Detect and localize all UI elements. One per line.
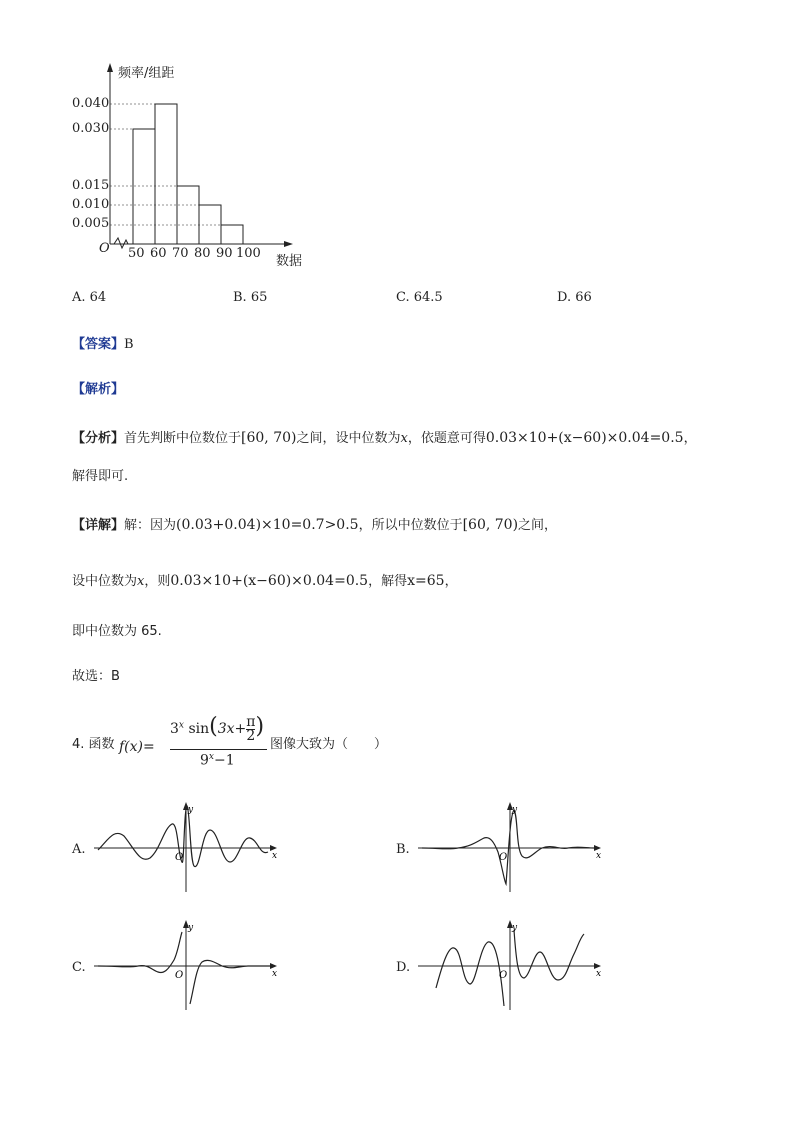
histogram-bar <box>221 225 243 244</box>
y-tick-label: 0.005 <box>72 216 110 231</box>
option-d[interactable]: D. 66 <box>557 290 592 305</box>
q4-pi: π <box>246 713 256 730</box>
xiangjie-text: ，解得 <box>368 574 408 589</box>
q4-option-a-label[interactable]: A. <box>72 842 86 857</box>
q4-suffix: 图像大致为（ ） <box>270 737 388 752</box>
fenxi-interval: [60, 70) <box>241 430 297 446</box>
x-tick-label: 60 <box>150 246 167 261</box>
q4-den-exp: x <box>208 752 214 762</box>
histogram-bar <box>155 104 177 244</box>
xiangjie-text: ，则 <box>144 574 171 589</box>
option-a[interactable]: A. 64 <box>72 290 107 305</box>
axis-y-label: y <box>188 805 194 815</box>
histogram-origin: O <box>99 241 110 256</box>
q4-number: 4. 函数 <box>72 737 115 752</box>
q4-fraction-bar <box>170 749 267 750</box>
option-b[interactable]: B. 65 <box>233 290 268 305</box>
option-c[interactable]: C. 64.5 <box>396 290 443 305</box>
fenxi-text: ， <box>683 431 697 446</box>
xiangjie-line-1 <box>72 514 557 533</box>
xiangjie-solution: x=65 <box>407 573 445 589</box>
answer-tag: 【答案】 <box>72 337 125 352</box>
x-tick-label: 80 <box>194 246 211 261</box>
xiangjie-var: x <box>137 574 145 589</box>
q4-graph-b[interactable] <box>418 800 608 895</box>
answer-line <box>72 333 134 352</box>
q4-arg: 3x+ <box>217 721 247 737</box>
fenxi-line-1 <box>72 427 697 446</box>
histogram-bar <box>199 205 221 244</box>
y-tick-label: 0.015 <box>72 178 110 193</box>
analysis-tag: 【解析】 <box>72 382 125 397</box>
xiangjie-text: 设中位数为 <box>72 574 138 589</box>
fenxi-text: 首先判断中位数位于 <box>124 431 242 446</box>
y-tick-label: 0.010 <box>72 197 110 212</box>
histogram-tick-dashes <box>110 104 221 225</box>
axis-x-label: x <box>272 969 278 979</box>
xiangjie-text: ，所以中位数位于 <box>358 518 463 533</box>
histogram-bars <box>133 104 243 244</box>
q4-num-3: 3 <box>170 721 179 737</box>
fenxi-line-2: 解得即可. <box>72 469 129 484</box>
y-tick-label: 0.030 <box>72 121 110 136</box>
q4-numerator: 3$^x$ sin(3x+ $\frac{\pi}{2}$ ) <box>170 713 265 744</box>
answer-text: B <box>124 337 134 352</box>
xiangjie-interval: [60, 70) <box>462 517 519 533</box>
histogram-axes <box>107 63 293 248</box>
axis-origin: O <box>175 970 184 981</box>
fenxi-text: 之间，设中位数为 <box>296 431 401 446</box>
x-tick-label: 70 <box>172 246 189 261</box>
q4-option-b-label[interactable]: B. <box>396 842 410 857</box>
axis-origin: O <box>499 852 508 863</box>
q4-graph-a[interactable] <box>94 800 284 895</box>
xiangjie-text: ， <box>444 574 458 589</box>
q4-denominator <box>200 752 235 769</box>
histogram-bar <box>177 186 199 244</box>
q4-option-d-label[interactable]: D. <box>396 960 411 975</box>
xiangjie-tag: 【详解】 <box>72 518 125 533</box>
fenxi-tag: 【分析】 <box>72 431 125 446</box>
x-tick-label: 50 <box>128 246 145 261</box>
xiangjie-equation: 0.03×10+(x−60)×0.04=0.5 <box>170 573 369 589</box>
fenxi-var: x <box>400 431 408 446</box>
xiangjie-expr: (0.03+0.04)×10=0.7>0.5 <box>176 517 359 533</box>
histogram-bar <box>133 129 155 244</box>
q4-num-exp: x <box>178 720 184 731</box>
q4-two: 2 <box>246 727 256 744</box>
histogram-ylabel: 频率/组距 <box>118 66 175 81</box>
fenxi-text: ，依题意可得 <box>407 431 486 446</box>
x-tick-label: 100 <box>236 246 261 261</box>
axis-x-label: x <box>596 969 602 979</box>
frequency-histogram <box>0 0 330 280</box>
axis-y-label: y <box>512 923 518 933</box>
xiangjie-line-3: 即中位数为 65. <box>72 624 162 639</box>
axis-x-label: x <box>596 851 602 861</box>
axis-origin: O <box>499 970 508 981</box>
histogram-xlabel: 数据 <box>276 254 303 269</box>
q4-den-tail: −1 <box>214 752 235 769</box>
q4-graph-c[interactable] <box>94 918 284 1013</box>
axis-x-label: x <box>272 851 278 861</box>
axis-origin: O <box>175 852 184 863</box>
q4-sin: sin <box>188 721 210 737</box>
xiangjie-text: 解：因为 <box>124 518 177 533</box>
y-tick-label: 0.040 <box>72 96 110 111</box>
xiangjie-line-4: 故选：B <box>72 669 120 684</box>
q4-graph-d[interactable] <box>418 918 608 1013</box>
fenxi-equation: 0.03×10+(x−60)×0.04=0.5 <box>485 430 684 446</box>
x-tick-label: 90 <box>216 246 233 261</box>
xiangjie-text: 之间， <box>518 518 558 533</box>
q4-func: f(x)= <box>119 739 155 755</box>
axis-y-label: y <box>188 923 194 933</box>
axis-y-label: y <box>512 805 518 815</box>
xiangjie-line-2 <box>72 570 458 589</box>
analysis-heading <box>72 378 124 397</box>
q4-option-c-label[interactable]: C. <box>72 960 86 975</box>
q4-den-9: 9 <box>200 752 209 769</box>
